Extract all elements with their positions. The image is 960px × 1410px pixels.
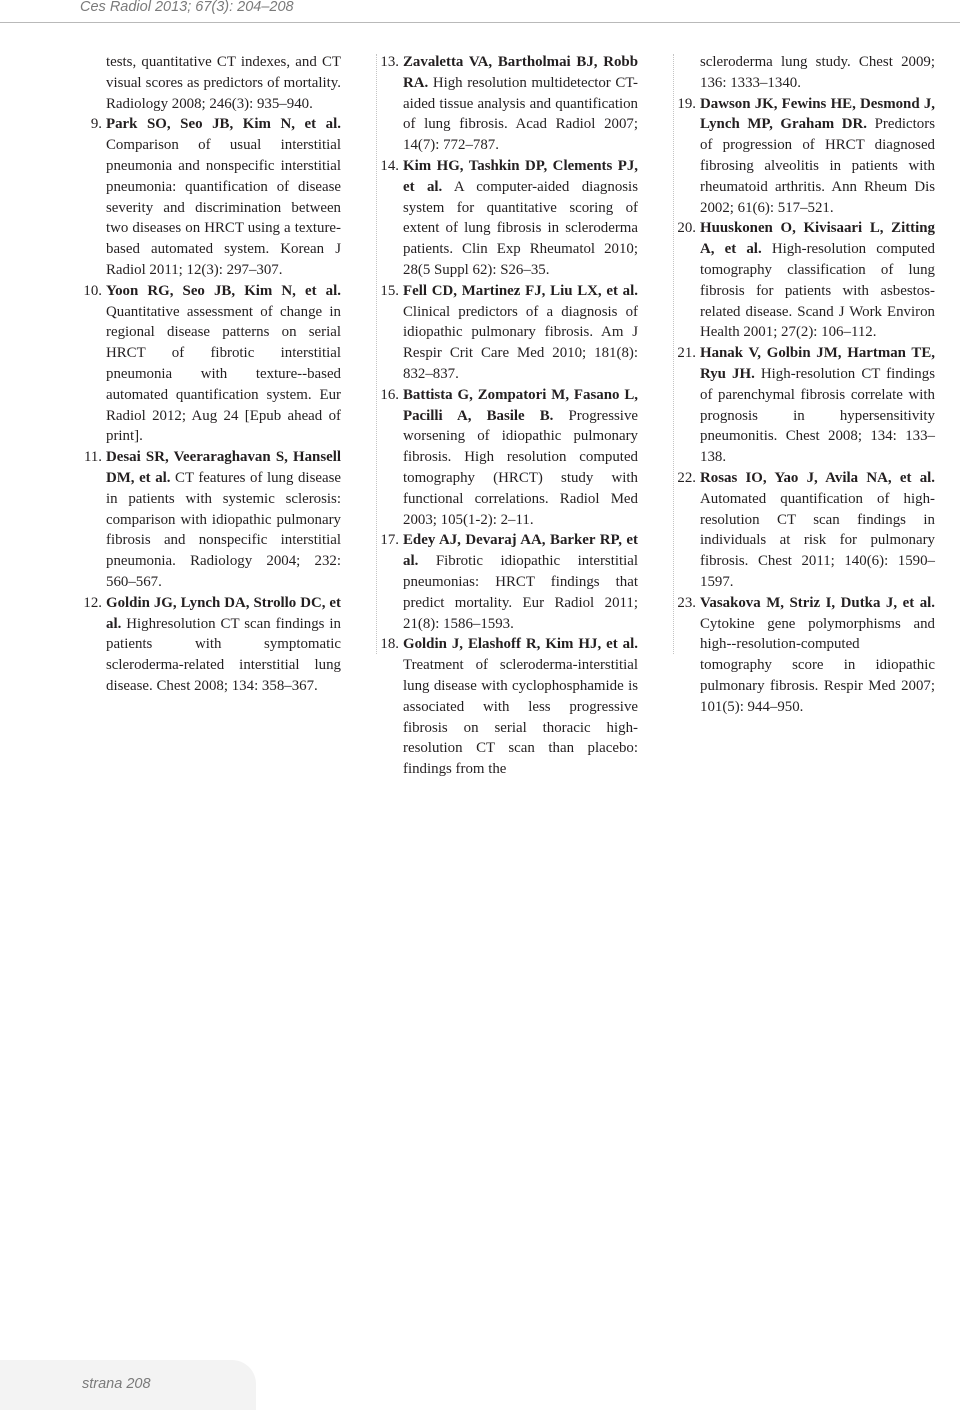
reference-text: Clinical predictors of a diagnosis of idiopathic pulmonary fibrosis. Am J Respir Crit Care Med 2010; 181(8): 832–837. <box>403 303 638 382</box>
reference-number: 11. <box>83 449 102 466</box>
reference-text: Treatment of scleroderma-interstitial lung disease with cyclophosphamide is associated with less progressive fibrosis on serial thoracic high-resolution CT scan than placebo: findings from the <box>403 657 638 778</box>
reference-authors: Vasakova M, Striz I, Dutka J, et al. <box>700 594 935 611</box>
reference-number: 16. <box>380 386 399 403</box>
reference-authors: Desai SR, Veeraraghavan S, Hansell DM, et al. <box>106 449 341 486</box>
reference-item <box>83 593 341 697</box>
reference-text: Cytokine gene polymorphisms and high--resolution-computed tomography score in idiopathic pulmonary fibrosis. Respir Med 2007; 101(5): 944–950. <box>700 615 935 715</box>
column-divider <box>376 54 377 654</box>
reference-text: High resolution multidetector CT-aided tissue analysis and quantification of lung fibrosis. Acad Radiol 2007; 14(7): 772–787. <box>403 74 638 154</box>
reference-text: High-resolution CT findings of parenchymal fibrosis correlate with prognosis in hypersensitivity pneumonitis. Chest 2008; 134: 133–138. <box>700 365 935 466</box>
reference-number: 22. <box>677 469 696 486</box>
reference-number: 9. <box>90 116 102 133</box>
reference-column-2 <box>380 52 638 780</box>
reference-number: 13. <box>380 54 399 70</box>
reference-authors: Kim HG, Tashkin DP, Clements PJ, et al. <box>403 157 638 195</box>
reference-text: High-resolution computed tomography classification of lung fibrosis for patients with asbestos-related disease. Scand J Work Environ Health 2001; 27(2): 106–112. <box>700 241 935 341</box>
reference-item <box>380 156 638 281</box>
reference-text: Comparison of usual interstitial pneumonia and nonspecific interstitial pneumonia: quantification of disease severity and discrimination between two diseases on HRCT using a texture-based automated system. Korean J Radiol 2011; 12(3): 297–307. <box>106 137 341 278</box>
reference-authors: Yoon RG, Seo JB, Kim N, et al. <box>106 282 341 299</box>
reference-text: scleroderma lung study. Chest 2009; 136: 1333–1340. <box>700 54 935 91</box>
reference-text: Progressive worsening of idiopathic pulmonary fibrosis. High resolution computed tomography (HRCT) study with functional correlations. Radiol Med 2003; 105(1-2): 2–11. <box>403 407 638 528</box>
reference-text: Highresolution CT scan findings in patients with symptomatic scleroderma-related interstitial lung disease. Chest 2008; 134: 358–367. <box>106 615 341 694</box>
reference-authors: Battista G, Zompatori M, Fasano L, Pacilli A, Basile B. <box>403 386 638 424</box>
reference-number: 19. <box>677 95 696 112</box>
reference-text: A computer-aided diagnosis system for quantitative scoring of extent of lung fibrosis in scleroderma patients. Clin Exp Rheumatol 2010; 28(5 Suppl 62): S26–35. <box>403 178 638 278</box>
page-number: strana 208 <box>82 1376 151 1392</box>
reference-number: 18. <box>380 636 399 653</box>
reference-number: 17. <box>380 532 399 549</box>
reference-text: tests, quantitative CT indexes, and CT visual scores as predictors of mortality. Radiology 2008; 246(3): 935–940. <box>106 54 341 112</box>
reference-item <box>380 634 638 780</box>
reference-item <box>380 281 638 385</box>
reference-item <box>83 447 341 593</box>
reference-continuation <box>677 52 935 94</box>
reference-column-3 <box>677 52 935 718</box>
reference-authors: Goldin JG, Lynch DA, Strollo DC, et al. <box>106 594 341 632</box>
reference-number: 15. <box>380 282 399 299</box>
reference-item <box>380 385 638 531</box>
reference-text: Predictors of progression of HRCT diagnosed fibrosing alveolitis in patients with rheumatoid arthritis. Ann Rheum Dis 2002; 61(6): 517–521. <box>700 116 935 216</box>
reference-number: 10. <box>83 282 102 299</box>
reference-authors: Zavaletta VA, Bartholmai BJ, Robb RA. <box>403 54 638 91</box>
reference-item <box>677 218 935 343</box>
reference-authors: Edey AJ, Devaraj AA, Barker RP, et al. <box>403 532 638 570</box>
running-header <box>0 0 960 23</box>
reference-text: Fibrotic idiopathic interstitial pneumonias: HRCT findings that predict mortality. Eur Radiol 2011; 21(8): 1586–1593. <box>403 553 638 632</box>
column-divider <box>673 54 674 654</box>
reference-item <box>677 593 935 718</box>
reference-item <box>677 468 935 593</box>
reference-authors: Park SO, Seo JB, Kim N, et al. <box>106 116 341 133</box>
reference-authors: Fell CD, Martinez FJ, Liu LX, et al. <box>403 282 638 299</box>
journal-citation: Ces Radiol 2013; 67(3): 204–208 <box>80 0 294 15</box>
reference-continuation <box>83 52 341 114</box>
reference-text: Automated quantification of high-resolution CT scan findings in individuals at risk for pulmonary fibrosis. Chest 2011; 140(6): 1590–1597. <box>700 490 935 590</box>
reference-item <box>677 343 935 468</box>
reference-authors: Rosas IO, Yao J, Avila NA, et al. <box>700 469 935 486</box>
reference-authors: Hanak V, Golbin JM, Hartman TE, Ryu JH. <box>700 345 935 382</box>
reference-number: 12. <box>83 594 102 611</box>
reference-authors: Huuskonen O, Kivisaari L, Zitting A, et al. <box>700 220 935 258</box>
reference-number: 23. <box>677 594 696 611</box>
reference-authors: Goldin J, Elashoff R, Kim HJ, et al. <box>403 636 638 653</box>
reference-authors: Dawson JK, Fewins HE, Desmond J, Lynch MP, Graham DR. <box>700 95 935 133</box>
reference-number: 21. <box>677 345 696 362</box>
reference-number: 14. <box>380 157 399 174</box>
reference-number: 20. <box>677 220 696 237</box>
reference-item <box>83 281 341 447</box>
reference-item <box>83 114 341 280</box>
reference-item <box>380 52 638 156</box>
reference-text: CT features of lung disease in patients with systemic sclerosis: comparison with idiopathic pulmonary fibrosis and nonspecific interstitial pneumonia. Radiology 2004; 232: 560–567. <box>106 469 341 590</box>
reference-item <box>380 530 638 634</box>
reference-text: Quantitative assessment of change in regional disease patterns on serial HRCT of fibrotic interstitial pneumonia with texture--based automated quantification system. Eur Radiol 2012; Aug 24 [Epub ahead of print]. <box>106 303 341 445</box>
reference-column-1 <box>83 52 341 697</box>
reference-item <box>677 94 935 219</box>
